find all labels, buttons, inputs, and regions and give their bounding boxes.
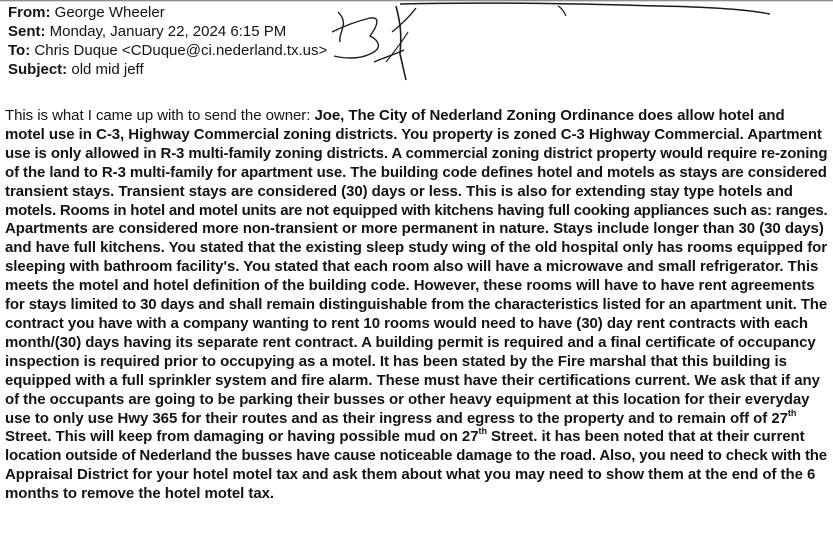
body-line-21: months to remove the hotel motel tax. — [5, 485, 275, 503]
body-line-7: Apartments are considered more non-transient or more permanent in nature. Stays include longer than 30 (30 days) — [5, 220, 824, 238]
body-line-18-text-a: Street. This will keep from damaging or having possible mud on 27 — [5, 428, 479, 446]
body-line-2: motel use in C-3, Highway Commercial zoning districts. You property is zoned C-3 Highway Commercial. Apartment — [5, 125, 822, 143]
sent-row — [8, 22, 327, 41]
subject-label: Subject: — [8, 61, 68, 78]
sent-label: Sent: — [8, 23, 46, 40]
to-row — [8, 41, 327, 60]
body-line-14: inspection is required prior to occupying as a motel. It has been stated by the Fire marshal that this building is — [5, 352, 787, 370]
email-header — [8, 3, 327, 79]
subject-value: old mid jeff — [71, 61, 144, 78]
from-label: From: — [8, 4, 51, 21]
body-line-16: of the occupants are going to be parking their busses or other heavy equipment at this location for their everyday — [5, 390, 810, 408]
body-line-17 — [5, 407, 827, 429]
body-line-6: motels. Rooms in hotel and motel units are not equipped with kitchens having full cooking appliances such as: ranges. — [5, 201, 828, 219]
body-line-20: Appraisal District for your hotel motel tax and ask them about what you may need to show them at the end of the 6 — [5, 466, 816, 484]
subject-row — [8, 60, 327, 79]
body-line-1-text: Joe, The City of Nederland Zoning Ordinance does allow hotel and — [314, 107, 785, 124]
body-line-18 — [5, 428, 827, 447]
body-line-10: meets the motel and hotel definition of the building code. However, these rooms will have to have rent agreements — [5, 277, 815, 295]
body-line-5: transient stays. Transient stays are considered (30) days or less. This is also for extending stay type hotels and — [5, 182, 793, 200]
body-line-1 — [5, 107, 827, 126]
from-row — [8, 3, 327, 22]
body-line-3: use is only allowed in R-3 multi-family zoning districts. A commercial zoning district property would require re-zoning — [5, 144, 828, 162]
body-line-11: for stays limited to 30 days and shall remain distinguishable from the characteristics listed for an apartment unit. The — [5, 296, 828, 314]
body-line-17-sup: th — [787, 407, 797, 418]
body-line-8: and have full kitchens. You stated that the existing sleep study wing of the old hospital only has rooms equipped for — [5, 239, 828, 257]
body-line-18-text-b: Street. it has been noted that at their current — [486, 428, 805, 446]
body-line-18-sup: th — [478, 426, 487, 437]
body-intro: This is what I came up with to send the owner: — [5, 107, 315, 124]
body-line-9: sleeping with bathroom facility's. You stated that each room also will have a microwave and small refrigerator. This — [5, 258, 819, 276]
body-line-4: of the land to R-3 multi-family for apartment use. The building code defines hotel and motels as stays are considered — [5, 163, 827, 181]
body-line-12: contract you have with a company wanting to rent 10 rooms would need to have (30) day rent contracts with each — [5, 314, 808, 332]
to-label: To: — [8, 42, 31, 59]
to-value: Chris Duque <CDuque@ci.nederland.tx.us> — [34, 42, 328, 59]
handwritten-scribble-mark — [330, 2, 770, 82]
from-value: George Wheeler — [54, 4, 165, 21]
body-line-17-text: use to only use Hwy 365 for their routes and as their ingress and egress to the property and to remain off of 27 — [5, 409, 788, 427]
sent-value: Monday, January 22, 2024 6:15 PM — [49, 23, 287, 40]
body-line-13: month/(30) days having its separate rent contract. A building permit is required and a final certificate of occupancy — [5, 333, 816, 351]
body-line-19: location outside of Nederland the busses have cause noticeable damage to the road. Also, you need to check with the — [5, 447, 827, 465]
email-body — [5, 107, 827, 504]
body-line-15: equipped with a full sprinkler system and fire alarm. These must have their certifications current. We ask that if any — [5, 371, 820, 389]
